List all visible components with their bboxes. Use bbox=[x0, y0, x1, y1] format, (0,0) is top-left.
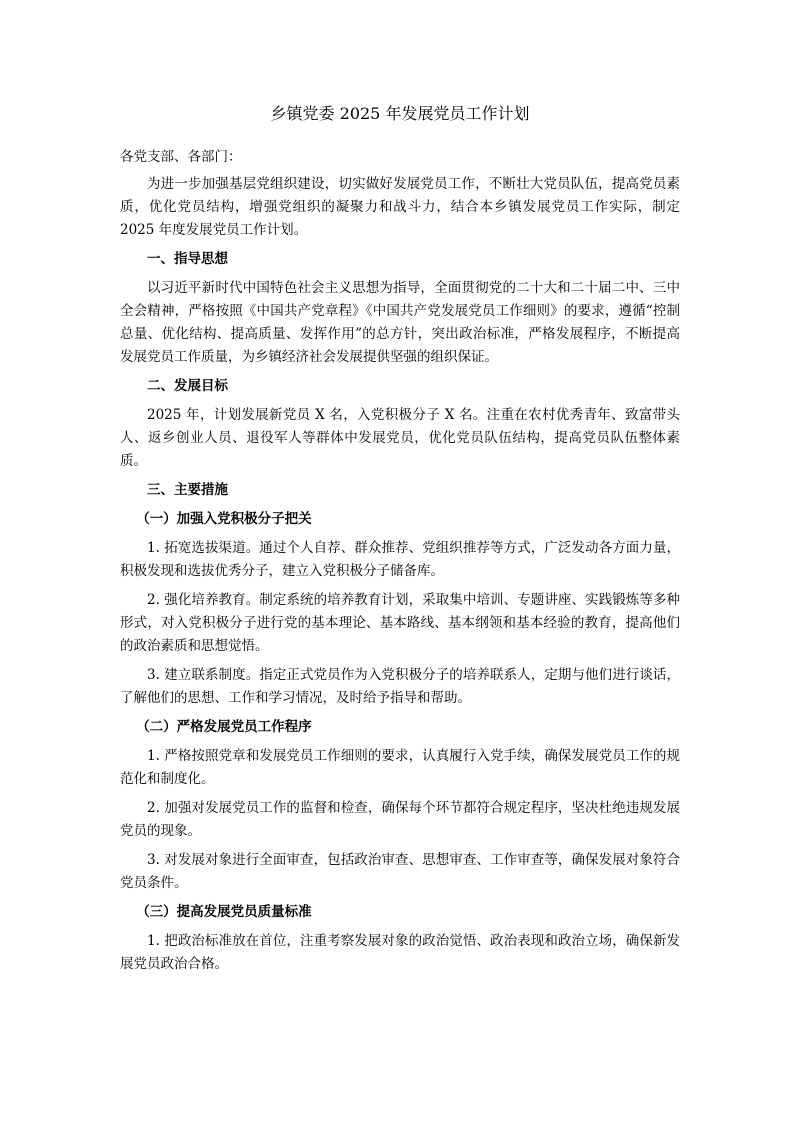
subsection-heading-quality: （三）提高发展党员质量标准 bbox=[136, 904, 312, 920]
list-item: 2. 加强对发展党员工作的监督和检查，确保每个环节都符合规定程序，坚决杜绝违规发展党员的现象。 bbox=[120, 800, 680, 839]
list-item: 1. 把政治标准放在首位，注重考察发展对象的政治觉悟、政治表现和政治立场，确保新发展党员政治合格。 bbox=[120, 933, 680, 972]
list-item: 3. 对发展对象进行全面审查，包括政治审查、思想审查、工作审查等，确保发展对象符合党员条件。 bbox=[120, 852, 680, 891]
subsection-heading-procedures: （二）严格发展党员工作程序 bbox=[136, 719, 312, 735]
document-body bbox=[120, 102, 680, 982]
list-item: 2. 强化培养教育。制定系统的培养教育计划，采取集中培训、专题讲座、实践锻炼等多种形式，对入党积极分子进行党的基本理论、基本路线、基本纲领和基本经验的教育，提高他们的政治素质和思想觉悟。 bbox=[120, 592, 680, 654]
section-heading-guiding-ideology: 一、指导思想 bbox=[147, 251, 228, 267]
document-title: 乡镇党委 2025 年发展党员工作计划 bbox=[270, 104, 530, 123]
section-heading-development-goals: 二、发展目标 bbox=[147, 378, 228, 394]
list-item: 3. 建立联系制度。指定正式党员作为入党积极分子的培养联系人，定期与他们进行谈话，了解他们的思想、工作和学习情况，及时给予指导和帮助。 bbox=[120, 667, 680, 706]
section-text-guiding-ideology: 以习近平新时代中国特色社会主义思想为指导，全面贯彻党的二十大和二十届二中、三中全会精神，严格按照《中国共产党章程》《中国共产党发展党员工作细则》的要求，遵循“控制总量、优化结构、提高质量、发挥作用”的总方针，突出政治标准，严格发展程序，不断提高发展党员工作质量，为乡镇经济社会发展提供坚强的组织保证。 bbox=[120, 280, 680, 365]
intro-paragraph: 为进一步加强基层党组织建设，切实做好发展党员工作，不断壮大党员队伍，提高党员素质，优化党员结构，增强党组织的凝聚力和战斗力，结合本乡镇发展党员工作实际，制定 2025 年度发展党员工作计划。 bbox=[120, 176, 680, 238]
subsection-heading-activists: （一）加强入党积极分子把关 bbox=[136, 511, 312, 527]
section-heading-main-measures: 三、主要措施 bbox=[147, 482, 228, 498]
salutation: 各党支部、各部门： bbox=[120, 149, 242, 165]
list-item: 1. 拓宽选拔渠道。通过个人自荐、群众推荐、党组织推荐等方式，广泛发动各方面力量，积极发现和选拔优秀分子，建立入党积极分子储备库。 bbox=[120, 540, 680, 579]
list-item: 1. 严格按照党章和发展党员工作细则的要求，认真履行入党手续，确保发展党员工作的规范化和制度化。 bbox=[120, 748, 680, 787]
section-text-development-goals: 2025 年，计划发展新党员 X 名，入党积极分子 X 名。注重在农村优秀青年、致富带头人、返乡创业人员、退役军人等群体中发展党员，优化党员队伍结构，提高党员队伍整体素质。 bbox=[120, 407, 680, 469]
